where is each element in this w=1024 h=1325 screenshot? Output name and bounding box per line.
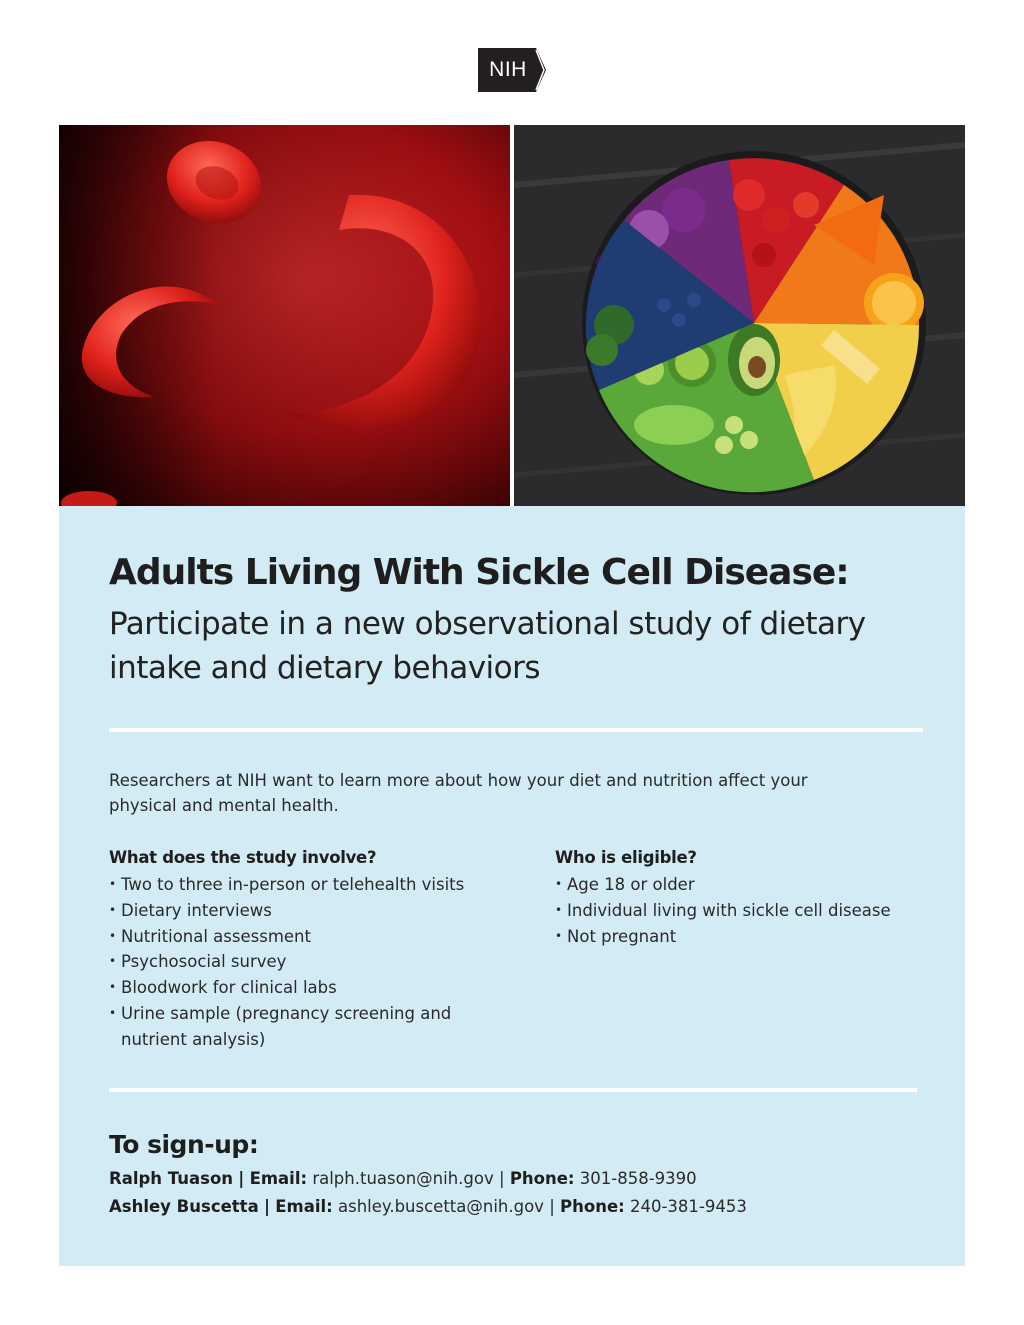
study-item: • Psychosocial survey <box>109 949 509 975</box>
study-item: • Nutritional assessment <box>109 924 509 950</box>
study-item: • Bloodwork for clinical labs <box>109 975 509 1001</box>
hero-images <box>59 125 965 506</box>
eligibility-item: • Individual living with sickle cell disease <box>555 898 935 924</box>
study-item: • Urine sample (pregnancy screening and nutrient analysis) <box>109 1001 479 1053</box>
separator: | <box>238 1169 245 1188</box>
contact-phone[interactable]: 301-858-9390 <box>579 1169 697 1188</box>
sickle-cell-image <box>59 125 510 506</box>
contact-name: Ralph Tuason <box>109 1169 234 1188</box>
eligibility-list <box>555 872 935 949</box>
contact-name: Ashley Buscetta <box>109 1197 259 1216</box>
study-item: • Dietary interviews <box>109 898 509 924</box>
eligibility-item: • Not pregnant <box>555 924 935 950</box>
separator: | <box>499 1169 505 1188</box>
study-involvement-section <box>109 847 509 1053</box>
divider <box>109 728 923 732</box>
nih-logo-text: NIH <box>489 58 527 81</box>
contact-phone[interactable]: 240-381-9453 <box>629 1197 747 1216</box>
fruit-vegetable-plate-image <box>514 125 965 506</box>
info-panel <box>59 506 965 1266</box>
divider <box>109 1088 917 1092</box>
nih-logo <box>478 48 548 92</box>
study-list <box>109 872 509 1053</box>
contact-email[interactable]: ralph.tuason@nih.gov <box>312 1169 494 1188</box>
page-title: Adults Living With Sickle Cell Disease: <box>109 552 849 593</box>
eligibility-item: • Age 18 or older <box>555 872 935 898</box>
study-item: • Two to three in-person or telehealth visits <box>109 872 509 898</box>
study-heading: What does the study involve? <box>109 848 377 867</box>
phone-label: Phone: <box>560 1197 625 1216</box>
email-label: Email: <box>249 1169 308 1188</box>
phone-label: Phone: <box>509 1169 575 1188</box>
email-label: Email: <box>275 1197 333 1216</box>
page-subtitle: Participate in a new observational study of dietary intake and dietary behaviors <box>109 606 866 686</box>
signup-heading: To sign-up: <box>109 1130 259 1159</box>
separator: | <box>263 1197 270 1216</box>
intro-text: Researchers at NIH want to learn more about how your diet and nutrition affect your physical and mental health. <box>109 771 808 815</box>
eligibility-heading: Who is eligible? <box>555 848 697 867</box>
contact-row <box>109 1169 697 1188</box>
contact-email[interactable]: ashley.buscetta@nih.gov <box>338 1197 544 1216</box>
eligibility-section <box>555 847 935 949</box>
contact-row <box>109 1197 747 1216</box>
separator: | <box>549 1197 555 1216</box>
